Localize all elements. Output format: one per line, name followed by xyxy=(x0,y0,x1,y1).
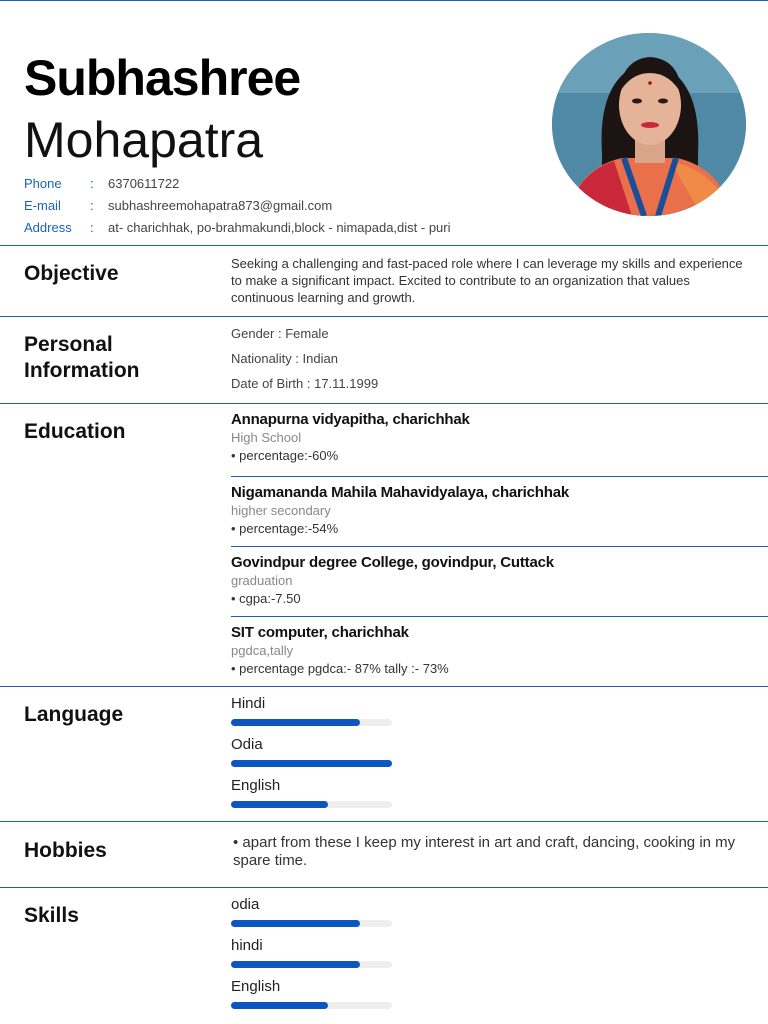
language-level-fill xyxy=(231,719,360,726)
hobbies-section xyxy=(0,821,768,887)
school-name: Annapurna vidyapitha, charichhak xyxy=(231,411,470,428)
contact-label: Address xyxy=(24,219,72,235)
language-level-fill xyxy=(231,760,392,767)
dob-row: Date of Birth : 17.11.1999 xyxy=(231,376,379,391)
education-score: • percentage:-60% xyxy=(231,448,339,463)
objective-text: Seeking a challenging and fast-paced role where I can leverage my skills and experience to make a significant impact. Excited to contribute to an organization that values continuous learning and growth. xyxy=(231,256,743,305)
personal-info-title-line2: Information xyxy=(24,359,140,382)
education-divider xyxy=(231,616,768,617)
skill-name: hindi xyxy=(231,937,263,954)
email-value[interactable]: subhashreemohapatra873@gmail.com xyxy=(108,197,333,213)
language-item xyxy=(231,695,265,713)
skill-name: odia xyxy=(231,896,260,913)
profile-photo-illustration xyxy=(552,33,746,216)
skill-level-track xyxy=(231,961,392,968)
contact-label: Phone xyxy=(24,175,62,191)
education-title: Education xyxy=(24,420,126,443)
skill-item xyxy=(231,937,263,955)
phone-value: 6370611722 xyxy=(108,175,180,191)
language-title: Language xyxy=(24,703,124,726)
contact-colon: : xyxy=(90,175,94,191)
contact-label: E-mail xyxy=(24,197,61,213)
education-item xyxy=(231,411,768,465)
education-item xyxy=(231,484,768,538)
address-value: at- charichhak, po-brahmakundi,block - nimapada,dist - puri xyxy=(108,219,451,235)
skill-level-track xyxy=(231,920,392,927)
language-item xyxy=(231,736,263,754)
personal-info-title-line1: Personal xyxy=(24,333,113,356)
personal-info-title xyxy=(24,332,140,384)
education-level: graduation xyxy=(231,573,293,588)
language-level-track xyxy=(231,801,392,808)
skill-level-track xyxy=(231,1002,392,1009)
hobbies-title: Hobbies xyxy=(24,839,107,862)
education-score: • cgpa:-7.50 xyxy=(231,591,301,606)
language-item xyxy=(231,777,280,795)
profile-photo xyxy=(552,33,746,216)
skill-item xyxy=(231,896,259,914)
skills-section xyxy=(0,887,768,1024)
objective-title: Objective xyxy=(24,262,119,285)
skill-name: English xyxy=(231,978,281,995)
skill-item xyxy=(231,978,280,996)
education-item xyxy=(231,554,768,608)
skill-level-fill xyxy=(231,920,360,927)
skill-level-fill xyxy=(231,961,360,968)
last-name: Mohapatra xyxy=(24,112,264,168)
gender-row: Gender : Female xyxy=(231,326,329,341)
education-score: • percentage pgdca:- 87% tally :- 73% xyxy=(231,661,449,676)
education-level: pgdca,tally xyxy=(231,643,294,658)
contact-colon: : xyxy=(90,197,94,213)
education-level: higher secondary xyxy=(231,503,331,518)
language-name: Odia xyxy=(231,736,263,753)
contact-address xyxy=(24,216,451,238)
school-name: Govindpur degree College, govindpur, Cuttack xyxy=(231,554,554,571)
language-level-track xyxy=(231,719,392,726)
education-score: • percentage:-54% xyxy=(231,521,339,536)
education-divider xyxy=(231,476,768,477)
resume-header xyxy=(0,0,768,245)
hobbies-text: • apart from these I keep my interest in art and craft, dancing, cooking in my spare time. xyxy=(233,834,736,869)
objective-section xyxy=(0,245,768,316)
first-name: Subhashree xyxy=(24,50,301,106)
skills-title: Skills xyxy=(24,904,79,927)
contact-phone xyxy=(24,172,451,194)
language-name: Hindi xyxy=(231,695,266,712)
personal-info-list xyxy=(231,325,751,400)
contact-email xyxy=(24,194,451,216)
personal-info-section xyxy=(0,316,768,403)
language-section xyxy=(0,686,768,821)
skill-level-fill xyxy=(231,1002,328,1009)
contact-colon: : xyxy=(90,219,94,235)
language-level-track xyxy=(231,760,392,767)
education-item xyxy=(231,624,768,678)
nationality-row: Nationality : Indian xyxy=(231,351,338,366)
school-name: SIT computer, charichhak xyxy=(231,624,409,641)
education-level: High School xyxy=(231,430,302,445)
language-name: English xyxy=(231,777,281,794)
education-divider xyxy=(231,546,768,547)
education-section xyxy=(0,403,768,686)
language-level-fill xyxy=(231,801,328,808)
school-name: Nigamananda Mahila Mahavidyalaya, charichhak xyxy=(231,484,570,501)
contact-info xyxy=(24,172,451,238)
